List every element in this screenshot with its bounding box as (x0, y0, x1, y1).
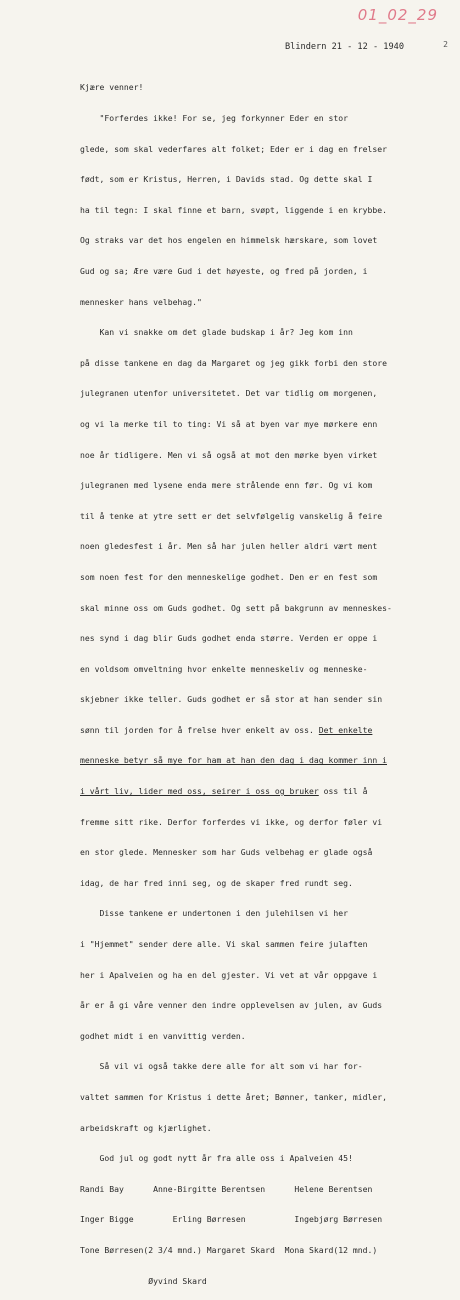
text-line: julegranen med lysene enda mere strålende enn før. Og vi kom (80, 480, 373, 491)
text-line: julegranen utenfor universitetet. Det var tidlig om morgenen, (80, 388, 378, 399)
signature-line: Tone Børresen(2 3/4 mnd.) Margaret Skard Mona Skard(12 mnd.) (80, 1244, 378, 1255)
signature-line: Randi Bay Anne-Birgitte Berentsen Helene Berentsen (80, 1183, 373, 1194)
text-line: en voldsom omveltning hvor enkelte menneskeliv og menneske- (80, 663, 368, 674)
text-line: glede, som skal vederfares alt folket; Eder er i dag en frelser (80, 143, 387, 154)
underlined-line: menneske betyr så mye for ham at han den dag i dag kommer inn i (80, 755, 387, 766)
text-line: skjebner ikke teller. Guds godhet er så stor at han sender sin (80, 694, 383, 705)
text-line: til å tenke at ytre sett er det selvfølgelig vanskelig å feire (80, 510, 383, 521)
underlined-phrase: i vårt liv, lider med oss, seirer i oss og bruker (80, 786, 319, 797)
text-line: Kan vi snakke om det glade budskap i år? Jeg kom inn (80, 327, 353, 338)
text-line: i "Hjemmet" sender dere alle. Vi skal sammen feire julaften (80, 939, 368, 950)
text-line: noe år tidligere. Men vi så også at mot den mørke byen virket (80, 449, 378, 460)
text-line: Disse tankene er undertonen i den julehilsen vi her (80, 908, 349, 919)
page-number: 2 (443, 40, 448, 49)
salutation: Kjære venner! (80, 82, 144, 93)
text-line: nes synd i dag blir Guds godhet enda større. Verden er oppe i (80, 633, 378, 644)
text-line: ha til tegn: I skal finne et barn, svøpt, liggende i en krybbe. (80, 204, 387, 215)
text-line: valtet sammen for Kristus i dette året; Bønner, tanker, midler, (80, 1092, 387, 1102)
underlined-phrase: Det enkelte (318, 724, 373, 735)
text-line: som noen fest for den menneskelige godhet. Den er en fest som (80, 571, 378, 582)
text-line: fremme sitt rike. Derfor forferdes vi ikke, og derfor føler vi (80, 816, 383, 827)
text-line: godhet midt i en vanvittig verden. (80, 1030, 246, 1041)
text-line: en stor glede. Mennesker som har Guds velbehag er glade også (80, 847, 373, 858)
signature-line: Inger Bigge Erling Børresen Ingebjørg Børresen (80, 1214, 383, 1225)
text-line: Så vil vi også takke dere alle for alt som vi har for- (80, 1061, 363, 1072)
text-line: idag, de har fred inni seg, og de skaper fred rundt seg. (80, 877, 353, 888)
text-line (80, 725, 450, 735)
archive-number-stamp: 01_02_29 (357, 6, 438, 24)
text-line: på disse tankene en dag da Margaret og jeg gikk forbi den store (80, 357, 387, 368)
text-line: skal minne oss om Guds godhet. Og sett på bakgrunn av menneskes- (80, 602, 392, 613)
text-line: i vårt liv, lider med oss, seirer i oss og bruker oss til å (80, 786, 368, 797)
text-line: "Forferdes ikke! For se, jeg forkynner Eder en stor (80, 113, 349, 123)
text-line: og vi la merke til to ting: Vi så at byen var mye mørkere enn (80, 418, 378, 429)
text-line-start: sønn til jorden for å frelse hver enkelt av oss. (80, 724, 314, 735)
text-line: her i Apalveien og ha en del gjester. Vi vet at vår oppgave i (80, 969, 378, 980)
text-line: mennesker hans velbehag." (80, 296, 202, 307)
text-line: Gud og sa; Ære være Gud i det høyeste, og fred på jorden, i (80, 265, 368, 276)
dateline: Blindern 21 - 12 - 1940 (285, 42, 404, 52)
signature-line: Øyvind Skard (80, 1275, 207, 1286)
text-line: år er å gi våre venner den indre opplevelsen av julen, av Guds (80, 1000, 383, 1011)
letter-body (80, 62, 450, 1300)
text-line: født, som er Kristus, Herren, i Davids stad. Og dette skal I (80, 174, 373, 185)
text-line: noen gledesfest i år. Men så har julen heller aldri vært ment (80, 541, 378, 552)
text-line: God jul og godt nytt år fra alle oss i Apalveien 45! (80, 1153, 353, 1164)
text-line: Og straks var det hos engelen en himmelsk hærskare, som lovet (80, 235, 378, 246)
text-line: arbeidskraft og kjærlighet. (80, 1122, 212, 1133)
